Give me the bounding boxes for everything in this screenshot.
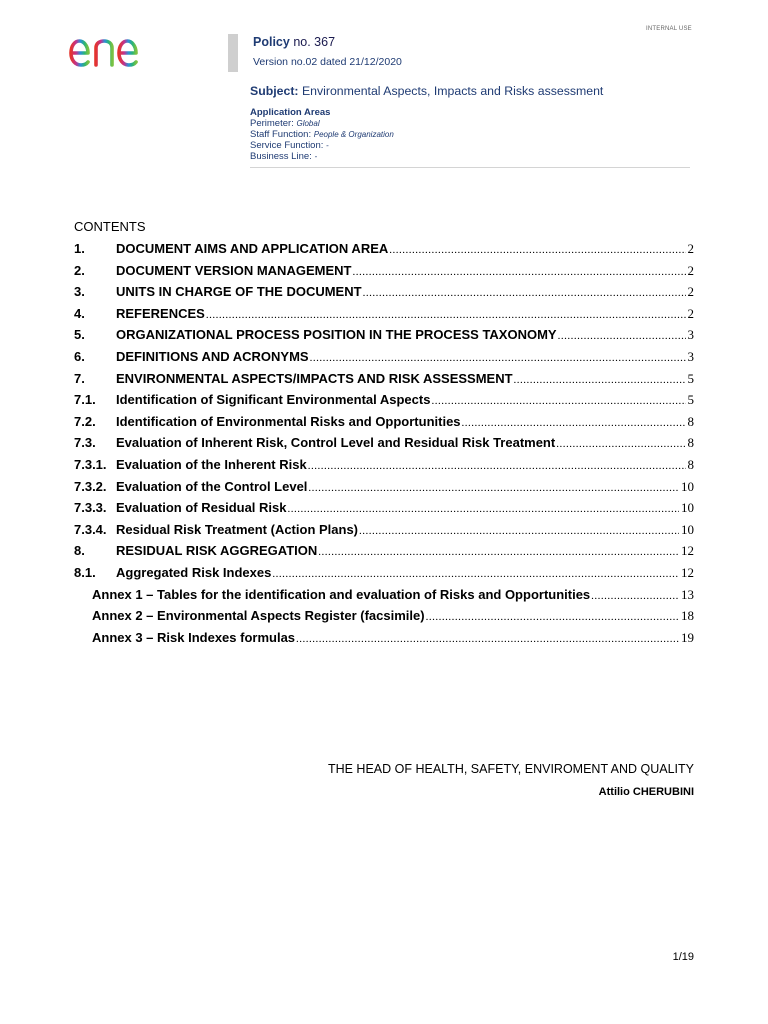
application-areas-title: Application Areas xyxy=(250,107,331,118)
toc-entry-title: RESIDUAL RISK AGGREGATION xyxy=(116,543,318,559)
toc-entry-title: Evaluation of Residual Risk xyxy=(116,500,287,516)
toc-entry-number: 7.3.1. xyxy=(74,457,107,472)
subject xyxy=(250,84,603,98)
toc-leader-dots xyxy=(363,287,686,299)
toc-entry-number: 7. xyxy=(74,370,85,386)
toc-entry-title: DEFINITIONS AND ACRONYMS xyxy=(116,349,309,364)
toc-entry-page: 8 xyxy=(687,435,694,451)
toc-leader-dots xyxy=(318,546,679,558)
toc-entry-page: 8 xyxy=(687,413,694,429)
perimeter-row xyxy=(250,118,394,129)
toc-entry-line xyxy=(116,284,694,300)
toc-entry-title: Evaluation of Inherent Risk, Control Level and Residual Risk Treatment xyxy=(116,435,556,451)
toc-entry[interactable] xyxy=(0,241,768,259)
subject-value: Environmental Aspects, Impacts and Risks assessment xyxy=(301,84,604,98)
toc-entry-page: 5 xyxy=(687,392,694,408)
header-divider xyxy=(250,167,690,168)
classification-label: INTERNAL USE xyxy=(646,26,692,32)
policy-number xyxy=(253,35,335,49)
toc-entry-page: 10 xyxy=(681,521,694,537)
toc-entry-line xyxy=(92,587,694,603)
toc-entry-title: DOCUMENT AIMS AND APPLICATION AREA xyxy=(116,241,389,256)
contents-heading: CONTENTS xyxy=(74,219,146,234)
toc-entry[interactable] xyxy=(0,284,768,302)
toc-leader-dots xyxy=(359,525,679,537)
toc-entry-number: 1. xyxy=(74,241,85,256)
toc-entry[interactable] xyxy=(0,630,768,648)
policy-number-value: no. 367 xyxy=(293,35,336,49)
toc-entry-title: ENVIRONMENTAL ASPECTS/IMPACTS AND RISK ASSESSMENT xyxy=(116,370,513,386)
toc-entry[interactable] xyxy=(0,392,768,410)
toc-entry-line xyxy=(116,500,694,516)
toc-entry-line xyxy=(116,565,694,581)
toc-leader-dots xyxy=(462,417,686,429)
toc-leader-dots xyxy=(556,438,685,450)
toc-entry-page: 2 xyxy=(687,241,694,256)
perimeter-label: Perimeter: xyxy=(250,118,294,129)
toc-entry-number: 2. xyxy=(74,262,85,278)
toc-entry-line xyxy=(116,543,694,559)
service-function-label: Service Function: xyxy=(250,140,324,151)
toc-leader-dots xyxy=(431,395,685,407)
staff-function-label: Staff Function: xyxy=(250,129,312,140)
perimeter-value: Global xyxy=(296,119,320,128)
toc-entry[interactable] xyxy=(0,587,768,605)
toc-entry-page: 18 xyxy=(681,608,694,624)
signatory-title: THE HEAD OF HEALTH, SAFETY, ENVIROMENT AND QUALITY xyxy=(327,762,694,776)
toc-entry-title: Identification of Significant Environmental Aspects xyxy=(116,392,431,408)
toc-entry-number: 8. xyxy=(74,543,85,559)
toc-entry[interactable] xyxy=(0,327,768,345)
toc-entry-title: Annex 2 – Environmental Aspects Register (facsimile) xyxy=(92,608,425,624)
toc-entry-page: 8 xyxy=(687,457,694,472)
toc-leader-dots xyxy=(308,460,686,472)
enel-logo xyxy=(68,28,184,70)
toc-entry-line xyxy=(92,608,694,624)
toc-entry-number: 6. xyxy=(74,349,85,364)
toc-entry-line xyxy=(116,479,694,495)
toc-entry-number: 7.3.3. xyxy=(74,500,107,516)
toc-entry-page: 3 xyxy=(687,349,694,364)
toc-leader-dots xyxy=(310,352,686,364)
toc-entry-page: 19 xyxy=(681,629,694,645)
toc-leader-dots xyxy=(591,590,679,602)
toc-entry-number: 4. xyxy=(74,305,85,321)
toc-entry[interactable] xyxy=(0,522,768,540)
toc-entry[interactable] xyxy=(0,371,768,389)
staff-function-row xyxy=(250,129,394,140)
page-number: 1/19 xyxy=(672,951,694,963)
toc-entry-line xyxy=(116,241,694,257)
service-function-row xyxy=(250,140,394,151)
toc-leader-dots xyxy=(389,244,685,256)
toc-leader-dots xyxy=(426,611,679,623)
toc-entry-title: REFERENCES xyxy=(116,305,205,321)
business-line-row xyxy=(250,151,394,162)
toc-entry-title: UNITS IN CHARGE OF THE DOCUMENT xyxy=(116,284,362,300)
toc-entry-title: Aggregated Risk Indexes xyxy=(116,565,272,580)
toc-entry-line xyxy=(116,392,694,408)
toc-entry-page: 12 xyxy=(681,565,694,580)
toc-entry-number: 7.3.2. xyxy=(74,478,107,494)
toc-entry-line xyxy=(116,263,694,279)
toc-entry-title: ORGANIZATIONAL PROCESS POSITION IN THE PROCESS TAXONOMY xyxy=(116,327,557,343)
toc-entry[interactable] xyxy=(0,500,768,518)
toc-entry-number: 3. xyxy=(74,284,85,300)
toc-entry-number: 7.3.4. xyxy=(74,521,107,537)
toc-leader-dots xyxy=(206,309,686,321)
toc-entry[interactable] xyxy=(0,565,768,583)
application-areas xyxy=(250,107,394,162)
toc-entry-page: 5 xyxy=(687,370,694,386)
toc-entry-line xyxy=(116,371,694,387)
toc-entry-number: 7.1. xyxy=(74,392,96,408)
toc-entry-page: 2 xyxy=(687,262,694,278)
toc-entry-page: 10 xyxy=(681,478,694,494)
policy-label: Policy xyxy=(253,35,290,49)
toc-entry-line xyxy=(116,522,694,538)
toc-entry[interactable] xyxy=(0,435,768,453)
toc-entry-number: 8.1. xyxy=(74,565,96,580)
toc-entry-page: 13 xyxy=(681,586,694,602)
toc-entry-title: Residual Risk Treatment (Action Plans) xyxy=(116,521,359,537)
toc-entry[interactable] xyxy=(0,457,768,475)
toc-entry-number: 5. xyxy=(74,327,85,343)
toc-entry-title: DOCUMENT VERSION MANAGEMENT xyxy=(116,262,352,278)
toc-entry-title: Identification of Environmental Risks and Opportunities xyxy=(116,413,461,429)
toc-entry-title: Annex 1 – Tables for the identification and evaluation of Risks and Opportunities xyxy=(92,586,591,602)
toc-entry-line xyxy=(116,349,694,365)
toc-entry-page: 3 xyxy=(687,327,694,343)
toc-entry[interactable] xyxy=(0,543,768,561)
toc-entry-page: 2 xyxy=(687,284,694,300)
toc-entry-line xyxy=(92,630,694,646)
toc-entry-page: 12 xyxy=(681,543,694,559)
toc-leader-dots xyxy=(352,266,685,278)
toc-entry[interactable] xyxy=(0,414,768,432)
service-function-value: - xyxy=(326,141,329,150)
toc-entry-title: Annex 3 – Risk Indexes formulas xyxy=(92,629,296,645)
toc-entry[interactable] xyxy=(0,608,768,626)
toc-entry-line xyxy=(116,306,694,322)
toc-entry-line xyxy=(116,457,694,473)
toc-entry-line xyxy=(116,435,694,451)
toc-leader-dots xyxy=(296,633,679,645)
toc-entry-page: 10 xyxy=(681,500,694,516)
toc-leader-dots xyxy=(514,374,686,386)
toc-entry-line xyxy=(116,327,694,343)
signatory-name: Attilio CHERUBINI xyxy=(598,786,694,798)
version-info: Version no.02 dated 21/12/2020 xyxy=(253,56,402,68)
toc-entry[interactable] xyxy=(0,479,768,497)
toc-entry-title: Evaluation of the Control Level xyxy=(116,478,308,494)
toc-leader-dots xyxy=(288,503,680,515)
toc-entry[interactable] xyxy=(0,349,768,367)
header-accent-bar xyxy=(228,34,238,72)
toc-leader-dots xyxy=(272,568,679,580)
toc-leader-dots xyxy=(308,482,679,494)
business-line-value: - xyxy=(314,152,318,161)
toc-entry[interactable] xyxy=(0,263,768,281)
toc-entry-title: Evaluation of the Inherent Risk xyxy=(116,457,307,472)
toc-entry-line xyxy=(116,414,694,430)
business-line-label: Business Line: xyxy=(250,151,312,162)
toc-entry[interactable] xyxy=(0,306,768,324)
staff-function-value: People & Organization xyxy=(313,130,394,139)
toc-leader-dots xyxy=(558,330,686,342)
toc-entry-number: 7.3. xyxy=(74,435,96,451)
toc-entry-page: 2 xyxy=(687,305,694,321)
toc-entry-number: 7.2. xyxy=(74,413,96,429)
subject-label: Subject: xyxy=(250,84,299,98)
